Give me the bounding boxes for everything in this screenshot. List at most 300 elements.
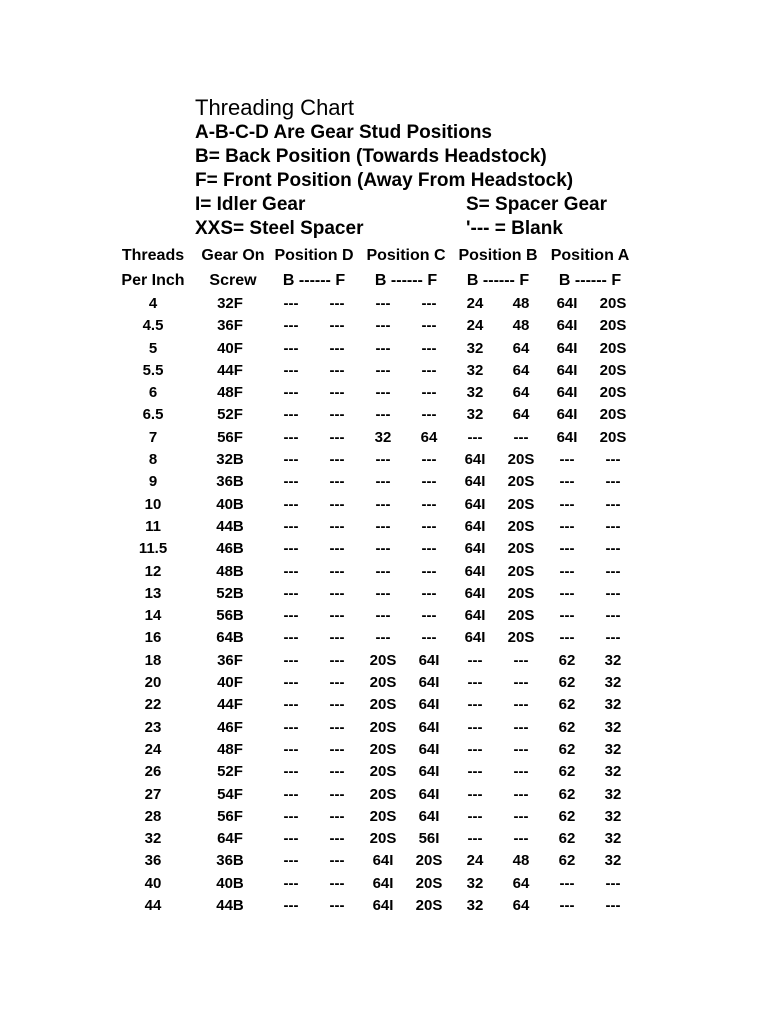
table-row: [108, 449, 636, 471]
position-cell: ---: [375, 473, 391, 491]
position-cell: ---: [375, 495, 391, 513]
column-header: B ------ F: [466, 271, 530, 289]
position-cell: ---: [283, 451, 299, 469]
position-cell: 32: [466, 406, 484, 424]
threads-per-inch-cell: 24: [144, 740, 162, 758]
gear-on-screw-cell: 46F: [217, 718, 243, 736]
position-cell: ---: [375, 384, 391, 402]
position-cell: ---: [329, 451, 345, 469]
gear-on-screw-cell: 44B: [216, 897, 244, 915]
position-cell: 32: [604, 674, 622, 692]
position-cell: ---: [421, 629, 437, 647]
gear-on-screw-cell: 52F: [217, 763, 243, 781]
position-cell: ---: [329, 473, 345, 491]
position-cell: 62: [558, 807, 576, 825]
position-cell: 20S: [369, 830, 397, 848]
gear-on-screw-cell: 64F: [217, 830, 243, 848]
position-cell: ---: [283, 807, 299, 825]
position-cell: ---: [283, 897, 299, 915]
position-cell: 20S: [507, 562, 535, 580]
column-header: Gear On: [201, 247, 265, 264]
position-cell: 20S: [507, 473, 535, 491]
position-cell: ---: [375, 295, 391, 312]
position-cell: ---: [421, 295, 437, 312]
gear-on-screw-cell: 52F: [217, 406, 243, 424]
position-cell: ---: [375, 562, 391, 580]
position-cell: 20S: [599, 295, 627, 312]
position-cell: ---: [421, 562, 437, 580]
position-cell: 32: [604, 740, 622, 758]
table-row: [108, 806, 636, 828]
position-cell: 20S: [415, 852, 443, 870]
position-cell: 64I: [418, 785, 440, 803]
position-cell: ---: [605, 540, 621, 558]
position-cell: ---: [329, 763, 345, 781]
threads-per-inch-cell: 20: [144, 674, 162, 692]
position-cell: ---: [559, 451, 575, 469]
position-cell: 64: [420, 428, 438, 446]
position-cell: ---: [513, 785, 529, 803]
threads-per-inch-cell: 12: [144, 562, 162, 580]
position-cell: ---: [283, 696, 299, 714]
position-cell: ---: [421, 339, 437, 357]
position-cell: ---: [559, 562, 575, 580]
position-cell: ---: [467, 674, 483, 692]
position-cell: ---: [283, 495, 299, 513]
position-cell: 62: [558, 651, 576, 669]
position-cell: 20S: [507, 451, 535, 469]
position-cell: 64I: [464, 607, 486, 625]
position-cell: ---: [421, 607, 437, 625]
column-header: Per Inch: [121, 271, 185, 289]
gear-on-screw-cell: 64B: [216, 629, 244, 647]
threads-per-inch-cell: 26: [144, 763, 162, 781]
position-cell: ---: [375, 339, 391, 357]
position-cell: ---: [329, 651, 345, 669]
gear-on-screw-cell: 36F: [217, 651, 243, 669]
column-header: Position D: [274, 247, 354, 264]
legend-back-position: B= Back Position (Towards Headstock): [195, 146, 547, 167]
table-row: [108, 538, 636, 560]
position-cell: ---: [421, 540, 437, 558]
position-cell: ---: [467, 696, 483, 714]
position-cell: 64I: [464, 451, 486, 469]
gear-on-screw-cell: 48B: [216, 562, 244, 580]
table-row: [108, 561, 636, 583]
position-cell: 48: [512, 295, 530, 312]
column-header: B ------ F: [282, 271, 346, 289]
position-cell: 64I: [464, 540, 486, 558]
position-cell: ---: [329, 406, 345, 424]
table-row: [108, 784, 636, 806]
table-row: [108, 717, 636, 739]
table-row: [108, 516, 636, 538]
position-cell: ---: [329, 696, 345, 714]
position-cell: ---: [559, 629, 575, 647]
position-cell: ---: [421, 361, 437, 379]
position-cell: 32: [466, 339, 484, 357]
threads-per-inch-cell: 5: [148, 339, 158, 357]
gear-on-screw-cell: 48F: [217, 384, 243, 402]
table-header-row: [108, 244, 636, 269]
position-cell: 48: [512, 317, 530, 335]
threads-per-inch-cell: 8: [148, 451, 158, 469]
position-cell: 20S: [415, 897, 443, 915]
position-cell: 20S: [507, 540, 535, 558]
position-cell: ---: [283, 763, 299, 781]
position-cell: ---: [375, 584, 391, 602]
position-cell: ---: [375, 540, 391, 558]
position-cell: ---: [559, 540, 575, 558]
gear-on-screw-cell: 44F: [217, 696, 243, 714]
position-cell: 24: [466, 295, 484, 312]
position-cell: ---: [329, 674, 345, 692]
position-cell: ---: [513, 696, 529, 714]
position-cell: ---: [467, 763, 483, 781]
position-cell: 64I: [464, 629, 486, 647]
table-row: [108, 360, 636, 382]
column-header: Position C: [366, 247, 446, 264]
position-cell: 48: [512, 852, 530, 870]
table-row: [108, 404, 636, 426]
column-header: Position B: [458, 247, 538, 264]
position-cell: ---: [605, 897, 621, 915]
gear-on-screw-cell: 36B: [216, 473, 244, 491]
table-row: [108, 761, 636, 783]
gear-on-screw-cell: 40F: [217, 339, 243, 357]
table-row: [108, 427, 636, 449]
position-cell: ---: [329, 852, 345, 870]
position-cell: 20S: [369, 763, 397, 781]
position-cell: ---: [513, 428, 529, 446]
position-cell: ---: [283, 517, 299, 535]
position-cell: ---: [283, 629, 299, 647]
position-cell: ---: [421, 451, 437, 469]
position-cell: 32: [466, 897, 484, 915]
position-cell: ---: [467, 740, 483, 758]
gear-on-screw-cell: 40B: [216, 495, 244, 513]
position-cell: ---: [283, 852, 299, 870]
position-cell: ---: [329, 428, 345, 446]
table-header: [108, 244, 636, 293]
position-cell: ---: [467, 785, 483, 803]
position-cell: ---: [283, 473, 299, 491]
position-cell: ---: [375, 451, 391, 469]
threads-per-inch-cell: 11: [145, 517, 161, 535]
column-header: B ------ F: [374, 271, 438, 289]
position-cell: ---: [283, 339, 299, 357]
position-cell: 20S: [369, 651, 397, 669]
position-cell: 20S: [599, 339, 627, 357]
position-cell: ---: [329, 517, 345, 535]
position-cell: 32: [466, 874, 484, 892]
position-cell: 20S: [507, 495, 535, 513]
position-cell: 64: [512, 339, 530, 357]
position-cell: ---: [605, 607, 621, 625]
gear-on-screw-cell: 48F: [217, 740, 243, 758]
position-cell: ---: [605, 495, 621, 513]
position-cell: ---: [559, 473, 575, 491]
position-cell: 62: [558, 740, 576, 758]
gear-on-screw-cell: 36F: [217, 317, 243, 335]
position-cell: 32: [604, 651, 622, 669]
position-cell: 62: [558, 785, 576, 803]
position-cell: ---: [375, 517, 391, 535]
position-cell: 64I: [418, 740, 440, 758]
position-cell: ---: [513, 674, 529, 692]
threading-table: [108, 244, 636, 917]
position-cell: 32: [604, 718, 622, 736]
position-cell: ---: [329, 540, 345, 558]
position-cell: 32: [466, 361, 484, 379]
position-cell: ---: [283, 317, 299, 335]
position-cell: ---: [329, 339, 345, 357]
position-cell: ---: [513, 763, 529, 781]
position-cell: 64I: [372, 897, 394, 915]
table-row: [108, 627, 636, 649]
position-cell: ---: [421, 384, 437, 402]
threads-per-inch-cell: 13: [144, 584, 162, 602]
position-cell: 32: [604, 830, 622, 848]
position-cell: 64: [512, 406, 530, 424]
position-cell: ---: [329, 361, 345, 379]
position-cell: 64I: [464, 473, 486, 491]
position-cell: ---: [421, 406, 437, 424]
position-cell: 20S: [507, 517, 535, 535]
threads-per-inch-cell: 36: [144, 852, 162, 870]
table-row: [108, 650, 636, 672]
position-cell: 62: [558, 763, 576, 781]
position-cell: ---: [605, 562, 621, 580]
threads-per-inch-cell: 4: [148, 295, 158, 312]
legend-gear-stud-positions: A-B-C-D Are Gear Stud Positions: [195, 122, 492, 143]
threads-per-inch-cell: 10: [144, 495, 162, 513]
position-cell: ---: [329, 897, 345, 915]
position-cell: ---: [421, 584, 437, 602]
position-cell: 64I: [372, 852, 394, 870]
column-header: Screw: [209, 271, 257, 289]
position-cell: 64I: [418, 674, 440, 692]
table-header-row: [108, 269, 636, 294]
position-cell: 62: [558, 696, 576, 714]
legend-spacers: [195, 217, 573, 241]
gear-on-screw-cell: 46B: [216, 540, 244, 558]
position-cell: ---: [329, 495, 345, 513]
threads-per-inch-cell: 6.5: [142, 406, 164, 424]
table-row: [108, 828, 636, 850]
position-cell: 64I: [464, 495, 486, 513]
gear-on-screw-cell: 36B: [216, 852, 244, 870]
position-cell: 64: [512, 384, 530, 402]
gear-on-screw-cell: 56F: [217, 428, 243, 446]
position-cell: 24: [466, 852, 484, 870]
threads-per-inch-cell: 28: [144, 807, 162, 825]
table-row: [108, 895, 636, 917]
position-cell: ---: [283, 295, 299, 312]
gear-on-screw-cell: 40F: [217, 674, 243, 692]
position-cell: 64I: [418, 763, 440, 781]
position-cell: ---: [559, 495, 575, 513]
position-cell: ---: [283, 830, 299, 848]
position-cell: 20S: [507, 584, 535, 602]
table-row: [108, 315, 636, 337]
position-cell: 64I: [418, 807, 440, 825]
position-cell: ---: [329, 629, 345, 647]
position-cell: 32: [604, 852, 622, 870]
position-cell: 20S: [369, 807, 397, 825]
gear-on-screw-cell: 32B: [216, 451, 244, 469]
position-cell: ---: [605, 451, 621, 469]
position-cell: 20S: [599, 361, 627, 379]
position-cell: 64I: [556, 295, 578, 312]
gear-on-screw-cell: 44F: [217, 361, 243, 379]
legend-gear-types: [195, 193, 608, 217]
legend-idler-gear: I= Idler Gear: [195, 194, 306, 215]
legend-front-position: F= Front Position (Away From Headstock): [195, 170, 574, 191]
position-cell: ---: [375, 629, 391, 647]
position-cell: 64I: [556, 406, 578, 424]
position-cell: 20S: [369, 718, 397, 736]
table-row: [108, 293, 636, 315]
gear-on-screw-cell: 56B: [216, 607, 244, 625]
position-cell: ---: [283, 740, 299, 758]
position-cell: 64I: [418, 651, 440, 669]
table-row: [108, 605, 636, 627]
position-cell: 64I: [418, 718, 440, 736]
position-cell: ---: [329, 562, 345, 580]
table-body: [108, 293, 636, 917]
threads-per-inch-cell: 5.5: [142, 361, 164, 379]
threads-per-inch-cell: 18: [144, 651, 162, 669]
threads-per-inch-cell: 22: [144, 696, 162, 714]
position-cell: ---: [283, 718, 299, 736]
position-cell: ---: [421, 517, 437, 535]
threads-per-inch-cell: 9: [148, 473, 158, 491]
position-cell: 64I: [556, 384, 578, 402]
threads-per-inch-cell: 32: [144, 830, 162, 848]
threads-per-inch-cell: 23: [144, 718, 162, 736]
position-cell: ---: [283, 562, 299, 580]
threads-per-inch-cell: 44: [144, 897, 162, 915]
position-cell: 32: [604, 696, 622, 714]
position-cell: ---: [283, 406, 299, 424]
position-cell: ---: [329, 607, 345, 625]
position-cell: 20S: [415, 874, 443, 892]
position-cell: 64I: [464, 584, 486, 602]
position-cell: ---: [421, 317, 437, 335]
position-cell: 64I: [464, 562, 486, 580]
position-cell: ---: [283, 874, 299, 892]
position-cell: 62: [558, 718, 576, 736]
threads-per-inch-cell: 16: [144, 629, 162, 647]
threads-per-inch-cell: 27: [144, 785, 162, 803]
position-cell: 24: [466, 317, 484, 335]
position-cell: ---: [605, 874, 621, 892]
position-cell: ---: [283, 785, 299, 803]
position-cell: 20S: [507, 607, 535, 625]
position-cell: 20S: [369, 740, 397, 758]
table-row: [108, 694, 636, 716]
position-cell: ---: [375, 317, 391, 335]
position-cell: ---: [329, 830, 345, 848]
threads-per-inch-cell: 14: [144, 607, 162, 625]
position-cell: ---: [421, 473, 437, 491]
table-row: [108, 873, 636, 895]
legend-steel-spacer: XXS= Steel Spacer: [195, 218, 364, 239]
position-cell: 64I: [556, 361, 578, 379]
position-cell: 20S: [599, 428, 627, 446]
position-cell: 32: [604, 785, 622, 803]
table-row: [108, 338, 636, 360]
position-cell: 64I: [464, 517, 486, 535]
threads-per-inch-cell: 40: [144, 874, 162, 892]
gear-on-screw-cell: 56F: [217, 807, 243, 825]
column-header: Position A: [550, 247, 630, 264]
position-cell: 20S: [599, 384, 627, 402]
position-cell: ---: [375, 406, 391, 424]
position-cell: ---: [513, 718, 529, 736]
position-cell: 64I: [556, 317, 578, 335]
gear-on-screw-cell: 52B: [216, 584, 244, 602]
column-header: B ------ F: [558, 271, 622, 289]
position-cell: 62: [558, 830, 576, 848]
position-cell: ---: [329, 740, 345, 758]
position-cell: ---: [283, 361, 299, 379]
position-cell: 62: [558, 674, 576, 692]
table-row: [108, 382, 636, 404]
position-cell: ---: [329, 785, 345, 803]
position-cell: 62: [558, 852, 576, 870]
position-cell: 64: [512, 874, 530, 892]
position-cell: ---: [513, 807, 529, 825]
position-cell: ---: [329, 807, 345, 825]
position-cell: ---: [559, 584, 575, 602]
position-cell: ---: [467, 651, 483, 669]
position-cell: 64I: [372, 874, 394, 892]
position-cell: ---: [559, 897, 575, 915]
position-cell: ---: [329, 584, 345, 602]
position-cell: 64: [512, 361, 530, 379]
position-cell: ---: [283, 540, 299, 558]
position-cell: ---: [375, 361, 391, 379]
threads-per-inch-cell: 4.5: [142, 317, 164, 335]
threads-per-inch-cell: 6: [148, 384, 158, 402]
table-row: [108, 672, 636, 694]
position-cell: 32: [604, 807, 622, 825]
gear-on-screw-cell: 40B: [216, 874, 244, 892]
position-cell: 32: [374, 428, 392, 446]
position-cell: ---: [513, 830, 529, 848]
position-cell: 64I: [556, 339, 578, 357]
position-cell: ---: [605, 473, 621, 491]
position-cell: ---: [283, 651, 299, 669]
gear-on-screw-cell: 44B: [216, 517, 244, 535]
chart-header: [195, 94, 608, 241]
position-cell: ---: [283, 428, 299, 446]
table-row: [108, 471, 636, 493]
position-cell: ---: [605, 584, 621, 602]
position-cell: 20S: [599, 406, 627, 424]
position-cell: ---: [329, 874, 345, 892]
position-cell: 20S: [369, 696, 397, 714]
threads-per-inch-cell: 11.5: [138, 540, 168, 558]
position-cell: ---: [605, 629, 621, 647]
table-row: [108, 739, 636, 761]
position-cell: ---: [329, 317, 345, 335]
position-cell: ---: [329, 384, 345, 402]
position-cell: ---: [421, 495, 437, 513]
position-cell: ---: [559, 517, 575, 535]
